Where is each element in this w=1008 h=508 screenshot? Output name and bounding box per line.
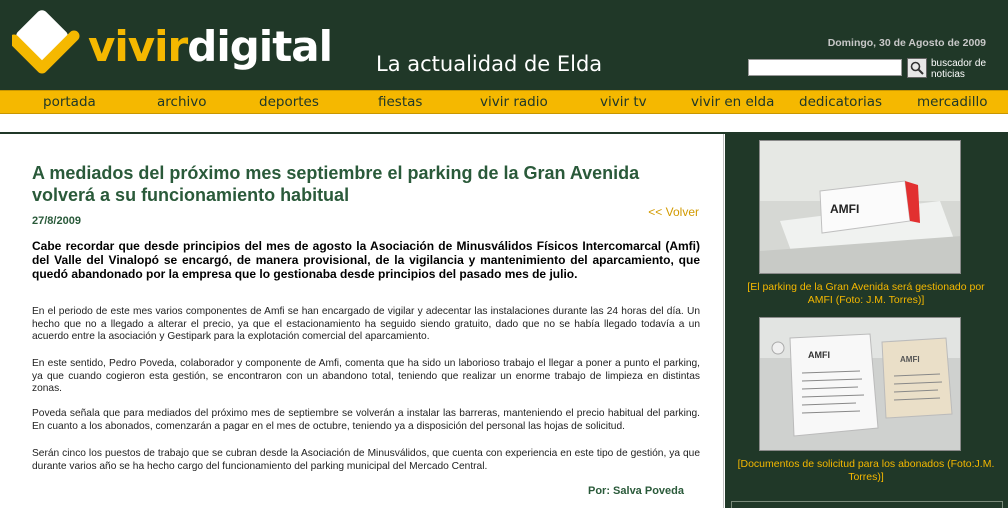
photo-caption: [Documentos de solicitud para los abonados (Foto:J.M. Torres)] xyxy=(737,458,995,483)
site-header xyxy=(0,0,1008,90)
article-lead: Cabe recordar que desde principios del mes de agosto la Asociación de Minusválidos Físicos Intercomarcal (Amfi) del Valle del Vinalopó se encargó, de manera provisional, de la vigilancia y mantenimiento del aparcamiento, que quedó abandonado por la empresa que lo gestionaba desde principios del pasado mes de julio. xyxy=(32,239,700,281)
nav-item-deportes[interactable]: deportes xyxy=(259,94,319,110)
parking-sign-image xyxy=(760,141,961,274)
nav-item-vivir-en-elda[interactable]: vivir en elda xyxy=(691,94,775,110)
site-logo[interactable] xyxy=(88,22,333,71)
search-input[interactable] xyxy=(748,59,902,76)
photo-sidebar xyxy=(725,134,1008,508)
magnifier-icon xyxy=(910,61,924,75)
nav-item-mercadillo[interactable]: mercadillo xyxy=(917,94,988,110)
article-paragraph: En el periodo de este mes varios componentes de Amfi se han encargado de vigilar y adecentar las instalaciones durante las 24 horas del día. Un hecho que no a llegado a alterar el precio, ya que el estacionamiento ha seguido siendo gratuito, dado que no se había llegado todavía a un acuerdo entre la asociación y Gestipark para la explotación comercial del aparcamiento. xyxy=(32,306,700,343)
documents-image xyxy=(760,318,961,451)
photo-caption: [El parking de la Gran Avenida será gestionado por AMFI (Foto: J.M. Torres)] xyxy=(747,281,985,306)
sign-text: AMFI xyxy=(830,202,860,216)
nav-item-vivir-radio[interactable]: vivir radio xyxy=(480,94,548,110)
nav-item-portada[interactable]: portada xyxy=(43,94,96,110)
doc-header-text: AMFI xyxy=(900,355,920,364)
sidebar-box xyxy=(731,501,1003,508)
back-link[interactable]: << Volver xyxy=(648,205,699,219)
article-paragraph: Serán cinco los puestos de trabajo que se cubran desde la Asociación de Minusválidos, que cuenta con experiencia en este tipo de gestión, ya que durante varios año se ha hecho cargo del funcionamiento del parking municipal del Mercado Central. xyxy=(32,448,700,472)
nav-item-fiestas[interactable]: fiestas xyxy=(378,94,423,110)
logo-mark-icon[interactable] xyxy=(12,10,80,78)
logo-text-vivir: vivir xyxy=(88,22,188,71)
article-content xyxy=(0,134,724,508)
site-tagline: La actualidad de Elda xyxy=(376,52,603,76)
photo-parking-sign[interactable] xyxy=(759,140,961,274)
main-nav xyxy=(0,90,1008,114)
article-paragraph: En este sentido, Pedro Poveda, colaborador y componente de Amfi, comenta que ha sido un laborioso trabajo el llegar a poner a punto el parking, ya que cuando cogieron esta gestión, se encontraron con un abandono total, teniendo que realizar un enorme trabajo de limpieza en distintas zonas. xyxy=(32,358,700,395)
search-label[interactable]: buscador de noticias xyxy=(931,58,987,80)
article-date: 27/8/2009 xyxy=(32,215,81,227)
sub-nav-bar xyxy=(0,114,1008,134)
nav-item-dedicatorias[interactable]: dedicatorias xyxy=(799,94,883,110)
article-author: Por: Salva Poveda xyxy=(588,485,684,497)
article-paragraph: Poveda señala que para mediados del próximo mes de septiembre se volverán a instalar las barreras, manteniendo el precio habitual del parking. En cuanto a los abonados, comenzarán a pagar en el mes de octubre, teniendo ya a disposición del personal las hojas de solicitud. xyxy=(32,408,700,432)
nav-item-archivo[interactable]: archivo xyxy=(157,94,207,110)
photo-documents[interactable] xyxy=(759,317,961,451)
nav-item-vivir-tv[interactable]: vivir tv xyxy=(600,94,647,110)
doc-header-text: AMFI xyxy=(808,350,830,360)
search-button[interactable] xyxy=(907,58,927,78)
article-headline: A mediados del próximo mes septiembre el parking de la Gran Avenida volverá a su funcionamiento habitual xyxy=(32,163,640,205)
logo-text-digital: digital xyxy=(187,22,333,71)
current-date: Domingo, 30 de Agosto de 2009 xyxy=(827,37,986,49)
